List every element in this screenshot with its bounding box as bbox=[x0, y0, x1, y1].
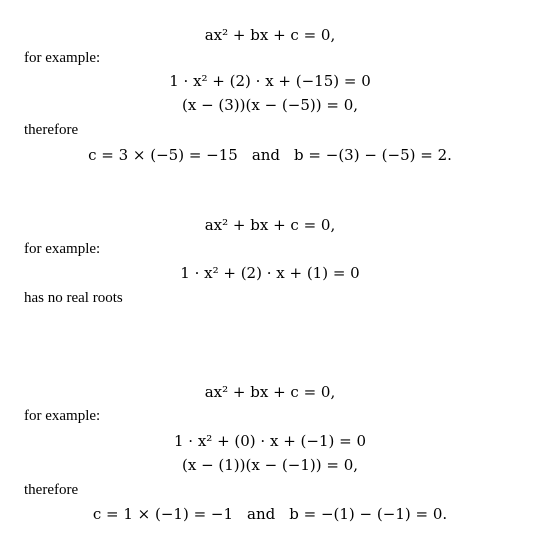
example-equation-1: 1 · x² + (2) · x + (−15) = 0 bbox=[169, 72, 371, 90]
note-text-2: has no real roots bbox=[24, 290, 123, 306]
b-result-3: b = −(1) − (−1) = 0. bbox=[289, 505, 448, 523]
c-result-1: c = 3 × (−5) = −15 bbox=[88, 146, 238, 164]
general-equation-2: ax² + bx + c = 0, bbox=[204, 216, 336, 234]
c-result-3: c = 1 × (−1) = −1 bbox=[92, 505, 234, 523]
factored-equation-1: (x − (3))(x − (−5)) = 0, bbox=[181, 96, 358, 114]
conclusion-label-1: therefore bbox=[24, 122, 79, 138]
intro-text-3: for example: bbox=[24, 408, 101, 424]
general-equation-3: ax² + bx + c = 0, bbox=[204, 383, 336, 401]
and-word-3: and bbox=[247, 505, 276, 523]
example-equation-2: 1 · x² + (2) · x + (1) = 0 bbox=[180, 264, 360, 282]
intro-text-1: for example: bbox=[24, 50, 101, 66]
b-result-1: b = −(3) − (−5) = 2. bbox=[294, 146, 452, 164]
conclusion-label-3: therefore bbox=[24, 482, 79, 498]
general-equation-1: ax² + bx + c = 0, bbox=[204, 26, 336, 44]
result-line-1 bbox=[0, 146, 540, 164]
result-line-3 bbox=[0, 505, 540, 523]
example-equation-3: 1 · x² + (0) · x + (−1) = 0 bbox=[173, 432, 366, 450]
factored-equation-3: (x − (1))(x − (−1)) = 0, bbox=[181, 456, 358, 474]
intro-text-2: for example: bbox=[24, 241, 101, 257]
and-word-1: and bbox=[251, 146, 281, 164]
